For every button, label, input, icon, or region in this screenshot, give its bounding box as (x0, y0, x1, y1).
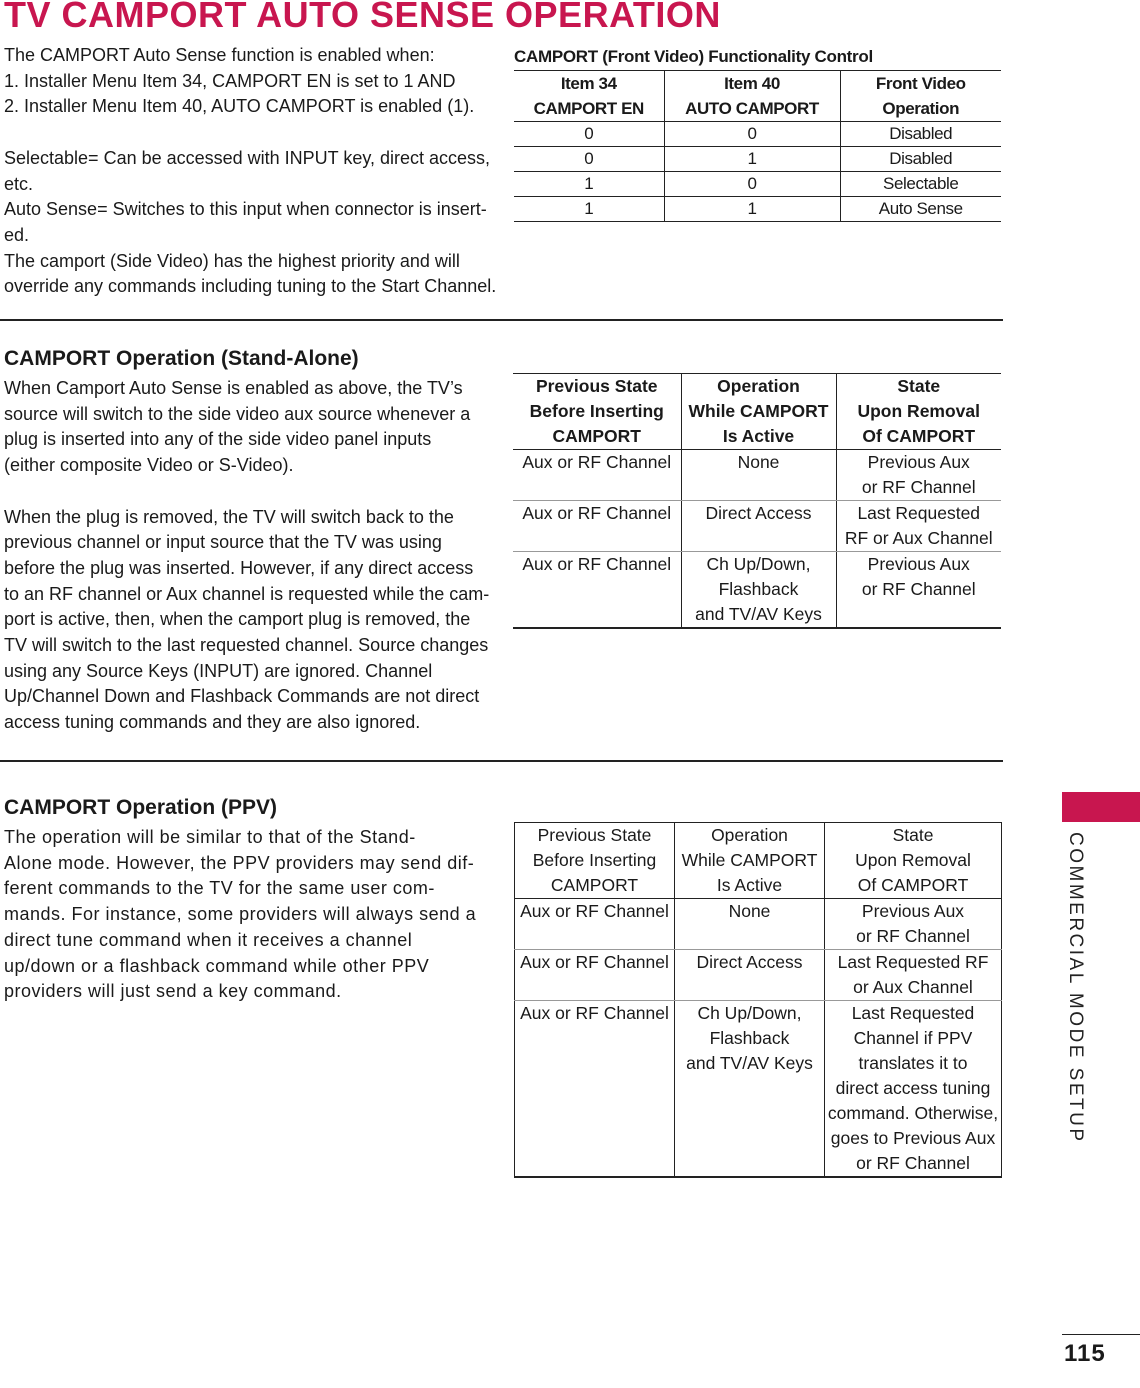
table-cell: Previous Aux or RF Channel (836, 552, 1001, 629)
table-cell: Direct Access (675, 950, 825, 1001)
table-row (515, 1001, 1002, 1178)
table-cell: None (681, 450, 836, 501)
header-front-video: Front Video Operation (840, 71, 1001, 122)
table-cell: Selectable (840, 172, 1001, 197)
ppv-text (4, 825, 494, 1005)
header-item34: Item 34 CAMPORT EN (514, 71, 664, 122)
table-cell: 1 (514, 197, 664, 222)
standalone-line: previous channel or input source that the TV was using (4, 532, 442, 553)
standalone-line: plug is inserted into any of the side video panel inputs (4, 429, 432, 450)
standalone-line: TV will switch to the last requested channel. Source changes (4, 635, 489, 656)
standalone-line: (either composite Video or S-Video). (4, 455, 294, 476)
standalone-heading: CAMPORT Operation (Stand-Alone) (4, 347, 359, 370)
ppv-line: up/down or a flashback command while other PPV (4, 955, 430, 976)
table-cell: 1 (664, 197, 840, 222)
standalone-table (513, 373, 1001, 629)
header-previous-state: Previous State Before Inserting CAMPORT (515, 823, 675, 899)
table-cell: Auto Sense (840, 197, 1001, 222)
table-row (513, 501, 1001, 552)
page-number-rule (1062, 1334, 1140, 1335)
ppv-line: direct tune command when it receives a channel (4, 929, 413, 950)
ppv-line: mands. For instance, some providers will always send a (4, 904, 477, 925)
table-row (514, 147, 1001, 172)
standalone-line: port is active, then, when the camport plug is removed, the (4, 609, 471, 630)
table-cell: 0 (664, 172, 840, 197)
ppv-heading: CAMPORT Operation (PPV) (4, 796, 278, 819)
table-header-row (513, 374, 1001, 450)
header-state: State Upon Removal Of CAMPORT (836, 374, 1001, 450)
table-row (514, 122, 1001, 147)
standalone-line: When Camport Auto Sense is enabled as above, the TV’s (4, 378, 463, 398)
functionality-table-caption: CAMPORT (Front Video) Functionality Control (514, 47, 873, 66)
ppv-line: The operation will be similar to that of the Stand- (4, 827, 416, 847)
table-cell: Aux or RF Channel (513, 450, 681, 501)
table-cell: 0 (514, 147, 664, 172)
header-item40: Item 40 AUTO CAMPORT (664, 71, 840, 122)
table-row (515, 950, 1002, 1001)
table-cell: Last Requested RF or Aux Channel (825, 950, 1002, 1001)
page-number: 115 (1064, 1340, 1106, 1367)
table-cell: Aux or RF Channel (515, 1001, 675, 1178)
intro-line: Selectable= Can be accessed with INPUT key, direct access, (4, 147, 491, 168)
table-cell: Previous Aux or RF Channel (836, 450, 1001, 501)
table-cell: Aux or RF Channel (515, 950, 675, 1001)
header-operation: Operation While CAMPORT Is Active (675, 823, 825, 899)
functionality-table (514, 70, 1001, 222)
table-cell: Ch Up/Down, Flashback and TV/AV Keys (681, 552, 836, 629)
page-title: TV CAMPORT AUTO SENSE OPERATION (4, 0, 721, 35)
table-cell: Disabled (840, 122, 1001, 147)
table-cell: 1 (664, 147, 840, 172)
header-state: State Upon Removal Of CAMPORT (825, 823, 1002, 899)
table-cell: Aux or RF Channel (515, 899, 675, 950)
standalone-line: source will switch to the side video aux source whenever a (4, 403, 471, 424)
standalone-line (4, 479, 494, 505)
intro-line (4, 120, 494, 146)
table-cell: None (675, 899, 825, 950)
table-row (513, 450, 1001, 501)
section-tab-marker (1062, 792, 1140, 822)
intro-line: The CAMPORT Auto Sense function is enabled when: (4, 45, 435, 65)
ppv-line: ferent commands to the TV for the same user com- (4, 878, 435, 899)
table-header-row (515, 823, 1002, 899)
table-cell: 0 (514, 122, 664, 147)
table-row (513, 552, 1001, 629)
intro-line: etc. (4, 173, 34, 194)
table-cell: 1 (514, 172, 664, 197)
table-cell: Previous Aux or RF Channel (825, 899, 1002, 950)
table-cell: Last Requested Channel if PPV translates it to direct access tuning command. Otherwise, goes to Previous Aux or RF Channel (825, 1001, 1002, 1178)
table-cell: Disabled (840, 147, 1001, 172)
section-divider (0, 760, 1003, 762)
header-operation: Operation While CAMPORT Is Active (681, 374, 836, 450)
ppv-line: Alone mode. However, the PPV providers may send dif- (4, 852, 475, 873)
table-cell: Ch Up/Down, Flashback and TV/AV Keys (675, 1001, 825, 1178)
intro-text (4, 43, 497, 300)
table-cell: Aux or RF Channel (513, 552, 681, 629)
standalone-line: Up/Channel Down and Flashback Commands are not direct (4, 686, 480, 707)
standalone-line: When the plug is removed, the TV will switch back to the (4, 506, 454, 527)
header-previous-state: Previous State Before Inserting CAMPORT (513, 374, 681, 450)
intro-line: Auto Sense= Switches to this input when connector is insert- (4, 199, 487, 220)
standalone-line: access tuning commands and they are also ignored. (4, 712, 421, 733)
table-row (515, 899, 1002, 950)
table-cell: Last Requested RF or Aux Channel (836, 501, 1001, 552)
standalone-line: using any Source Keys (INPUT) are ignored. Channel (4, 660, 433, 681)
table-row (514, 197, 1001, 222)
table-row (514, 172, 1001, 197)
section-divider (0, 319, 1003, 321)
intro-line: override any commands including tuning to the Start Channel. (4, 276, 497, 297)
standalone-text (4, 376, 494, 736)
table-cell: Aux or RF Channel (513, 501, 681, 552)
table-cell: 0 (664, 122, 840, 147)
standalone-line: before the plug was inserted. However, if any direct access (4, 557, 474, 578)
section-side-label: COMMERCIAL MODE SETUP (1065, 832, 1086, 1144)
ppv-line: providers will just send a key command. (4, 981, 342, 1002)
intro-line: The camport (Side Video) has the highest priority and will (4, 250, 460, 271)
intro-line: 1. Installer Menu Item 34, CAMPORT EN is set to 1 AND (4, 70, 456, 91)
intro-line: 2. Installer Menu Item 40, AUTO CAMPORT is enabled (1). (4, 96, 475, 117)
table-cell: Direct Access (681, 501, 836, 552)
table-header-row (514, 71, 1001, 122)
intro-line: ed. (4, 224, 30, 245)
standalone-line: to an RF channel or Aux channel is requested while the cam- (4, 583, 490, 604)
ppv-table (514, 822, 1002, 1178)
